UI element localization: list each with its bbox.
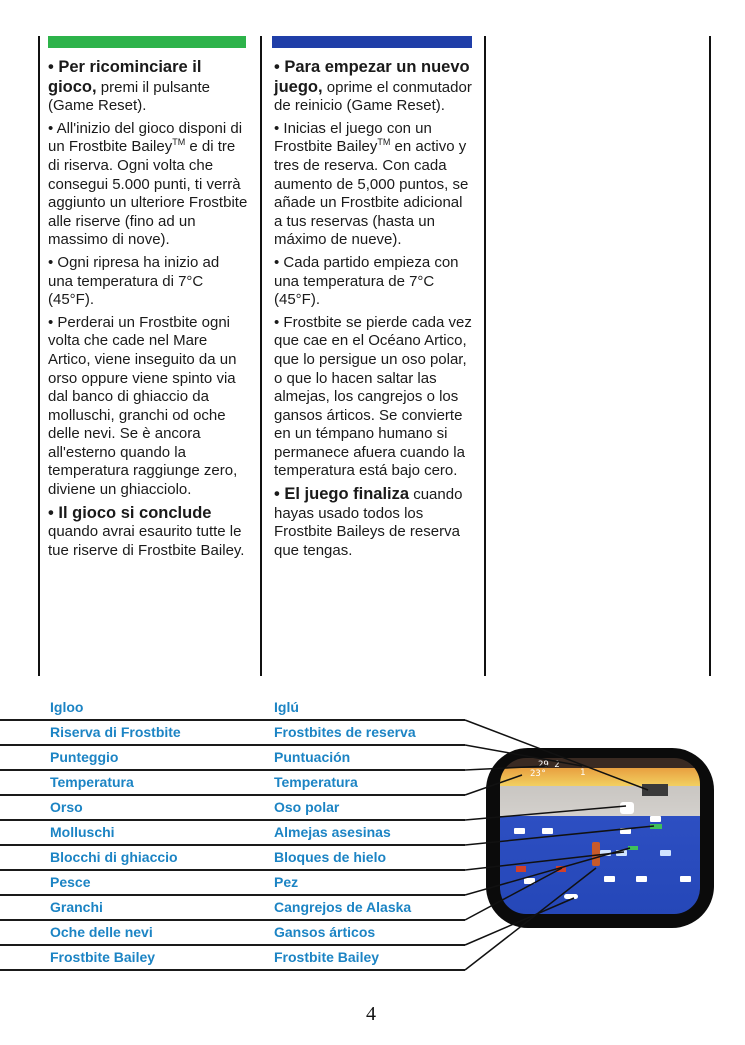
column-rule-far-right <box>709 36 711 676</box>
italian-temperature-paragraph: • Ogni ripresa ha inizio ad una temperatura di 7°C (45°F). <box>48 253 220 309</box>
label-es-reserves: Frostbites de reserva <box>274 724 416 740</box>
bear-icon <box>620 802 634 814</box>
label-it-bailey: Frostbite Bailey <box>50 949 156 965</box>
ice-block-icon <box>542 828 553 834</box>
label-it-crabs: Granchi <box>50 899 103 915</box>
label-rule <box>0 794 465 796</box>
spanish-column <box>274 58 472 564</box>
fish-icon <box>628 846 638 850</box>
spanish-header-bar <box>272 36 472 48</box>
label-es-bailey: Frostbite Bailey <box>274 949 380 965</box>
screen-score: 29 2 <box>538 760 560 770</box>
label-es-ice-blocks: Bloques de hielo <box>274 849 387 865</box>
spanish-lose-paragraph: • Frostbite se pierde cada vez que cae en el Océano Artico, que lo persigue un oso polar, o que lo hacen saltar las almejas, los cangrejos o los gansos árticos. Se convierte en un témpano humano si permanece afuera cuando la temperatura está bajo cero. <box>274 313 472 480</box>
italian-end-paragraph: • Il gioco si conclude quando avrai esaurito tutte le tue riserve di Frostbite Bailey. <box>48 503 245 559</box>
crab-icon <box>556 866 566 872</box>
ice-block-icon <box>600 850 611 856</box>
label-rule <box>0 719 465 721</box>
label-es-geese: Gansos árticos <box>274 924 376 940</box>
label-rule <box>0 844 465 846</box>
game-screen <box>500 758 700 914</box>
label-it-score: Punteggio <box>50 749 119 765</box>
spanish-end-paragraph: • El juego finaliza cuando hayas usado todos los Frostbite Baileys de reserva que tengas. <box>274 485 463 559</box>
ice-block-icon <box>514 828 525 834</box>
italian-restart-paragraph: • Per ricominciare il gioco, premi il pulsante (Game Reset). <box>48 58 210 115</box>
label-it-temperature: Temperatura <box>50 774 134 790</box>
ice-block-icon <box>524 878 535 884</box>
igloo-icon <box>642 784 668 796</box>
player-icon <box>592 842 600 866</box>
ice-block-icon <box>660 850 671 856</box>
label-it-igloo: Igloo <box>50 699 84 715</box>
ice-block-icon <box>616 850 627 856</box>
goose-icon <box>564 894 578 899</box>
label-rule <box>0 894 465 896</box>
label-es-temperature: Temperatura <box>274 774 358 790</box>
spanish-temperature-paragraph: • Cada partido empieza con una temperatura de 7°C (45°F). <box>274 253 459 309</box>
screen-temperature: 23° <box>530 769 547 779</box>
label-it-bear: Orso <box>50 799 83 815</box>
italian-reserves-paragraph: • All'inizio del gioco disponi di un Frostbite Bailey™ e di tre di riserva. Ogni volta che consegui 5.000 punti, ti verrà aggiunto un ulteriore Frostbite alle riserve (fino ad un massimo di nove). <box>48 119 248 249</box>
italian-lose-paragraph: • Perderai un Frostbite ogni volta che cade nel Mare Artico, viene inseguito da un orso oppure viene spinto via dal banco di ghiaccio da molluschi, granchi od oche delle nevi. Se è ancora all'esterno quando la temperatura raggiunge zero, diviene un ghiacciolo. <box>48 313 238 499</box>
ice-block-icon <box>680 876 691 882</box>
label-es-fish: Pez <box>274 874 299 890</box>
clam-icon <box>650 824 662 829</box>
ice-block-icon <box>604 876 615 882</box>
label-rule <box>0 744 465 746</box>
italian-column <box>48 58 248 564</box>
column-rule-middle <box>260 36 262 676</box>
label-rule <box>0 819 465 821</box>
screen-lives: 1 <box>580 768 586 778</box>
label-it-ice-blocks: Blocchi di ghiaccio <box>50 849 178 865</box>
column-rule-right <box>484 36 486 676</box>
label-es-igloo: Iglú <box>274 699 299 715</box>
ice-block-icon <box>650 816 661 822</box>
label-es-bear: Oso polar <box>274 799 340 815</box>
label-it-reserves: Riserva di Frostbite <box>50 724 181 740</box>
label-es-score: Puntuación <box>274 749 351 765</box>
spanish-restart-paragraph: • Para empezar un nuevo juego, oprime el conmutador de reinicio (Game Reset). <box>274 58 472 115</box>
column-rule-left <box>38 36 40 676</box>
ice-block-icon <box>636 876 647 882</box>
spanish-reserves-paragraph: • Inicias el juego con un Frostbite Bailey™ en activo y tres de reserva. Con cada aumento de 5,000 puntos, se añade un Frostbite adicional a tus reservas (hasta un máximo de nueve). <box>274 119 469 249</box>
label-rule <box>0 919 465 921</box>
label-rule <box>0 944 465 946</box>
label-it-clams: Molluschi <box>50 824 115 840</box>
crab-icon <box>516 866 526 872</box>
label-es-clams: Almejas asesinas <box>274 824 391 840</box>
label-rule <box>0 769 465 771</box>
italian-header-bar <box>48 36 246 48</box>
label-it-geese: Oche delle nevi <box>50 924 153 940</box>
label-rule <box>0 869 465 871</box>
label-es-crabs: Cangrejos de Alaska <box>274 899 412 915</box>
label-rule <box>0 969 465 971</box>
ice-block-icon <box>620 828 631 834</box>
label-it-fish: Pesce <box>50 874 91 890</box>
page-number: 4 <box>366 1003 376 1025</box>
